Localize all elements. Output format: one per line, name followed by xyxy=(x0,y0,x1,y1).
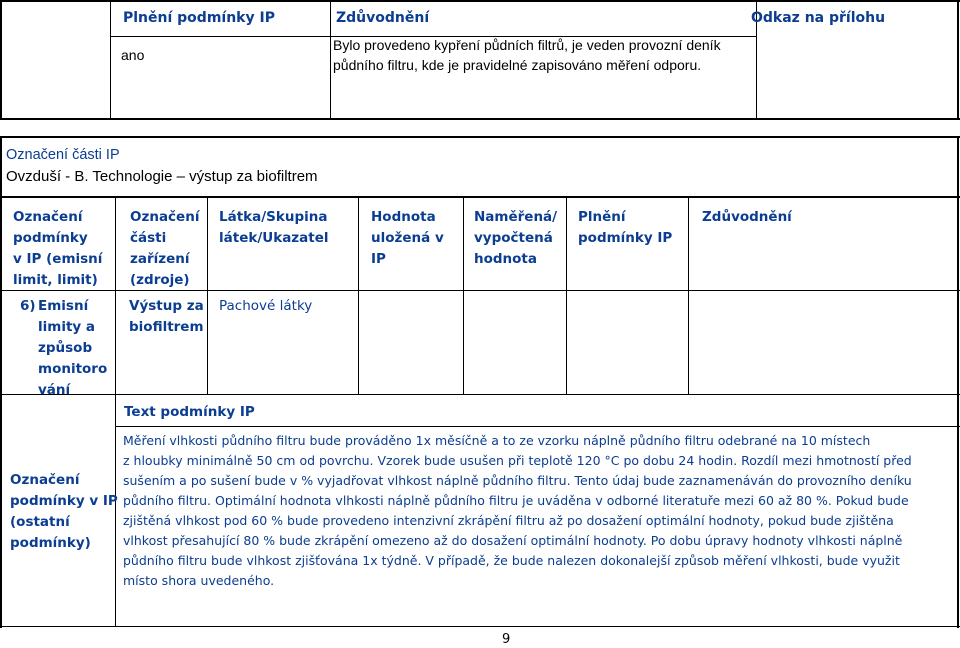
fulfillment-value: ano xyxy=(121,47,145,63)
page-number: 9 xyxy=(502,632,511,647)
part-label: Označení části IP xyxy=(6,147,120,163)
header-fulfillment-ip: Plnění podmínky IP xyxy=(578,209,673,246)
header-fulfillment: Plnění podmínky IP xyxy=(123,10,275,26)
part-value: Ovzduší - B. Technologie – výstup za biofiltrem xyxy=(6,168,318,185)
header-measured-value: Naměřená/ vypočtená hodnota xyxy=(474,209,558,267)
row-number: 6) xyxy=(20,298,36,314)
part-cell: Výstup za biofiltrem xyxy=(129,298,204,335)
other-conditions-label: Označení podmínky v IP (ostatní podmínky) xyxy=(10,472,118,551)
header-condition-designation: Označení podmínky v IP (emisní limit, limit) xyxy=(13,209,103,288)
header-part-designation: Označení části zařízení (zdroje) xyxy=(130,209,200,288)
header-substance: Látka/Skupina látek/Ukazatel xyxy=(219,209,329,246)
header-stored-value: Hodnota uložená v IP xyxy=(371,209,444,267)
justification-line-2: půdního filtru, kde je pravidelné zapisováno měření odporu. xyxy=(333,57,702,73)
condition-text-header: Text podmínky IP xyxy=(124,404,255,420)
emission-limits-cell: Emisní limity a způsob monitoro vání xyxy=(38,298,108,398)
header-justification-main: Zdůvodnění xyxy=(702,209,792,225)
justification-line-1: Bylo provedeno kypření půdních filtrů, je veden provozní deník xyxy=(333,37,721,53)
header-attachment-ref: Odkaz na přílohu xyxy=(751,10,886,26)
header-justification: Zdůvodnění xyxy=(336,10,430,26)
condition-text-body: Měření vlhkosti půdního filtru bude prováděno 1x měsíčně a to ze vzorku náplně půdního filtru odebrané na 10 místech z hloubky minimálně 50 cm od povrchu. Vzorek bude usušen při teplotě 120 °C po dobu 24 hodin. Rozdíl mezi hmotností před sušením a po sušení bude v % vyjadřovat vlhkost náplně půdního filtru. Tento údaj bude zaznamenáván do provozního deníku půdního filtru. Optimální hodnota vlhkosti náplně půdního filtru je uváděna v odborné literatuře mezi 60 až 80 %. Pokud bude zjištěná vlhkost pod 60 % bude provedeno intenzivní zkrápění filtru až po dosažení optimální hodnoty, pokud bude zjištěna vlhkost přesahující 80 % bude zkrápění omezeno až do dosažení optimální hodnoty. Po dobu úpravy hodnoty vlhkosti náplně půdního filtru bude vlhkost zjišťována 1x týdně. V případě, že bude nalezen dokonalejší způsob měření vlhkosti, bude využit místo shora uvedeného. xyxy=(123,433,912,588)
substance-cell: Pachové látky xyxy=(219,298,313,314)
